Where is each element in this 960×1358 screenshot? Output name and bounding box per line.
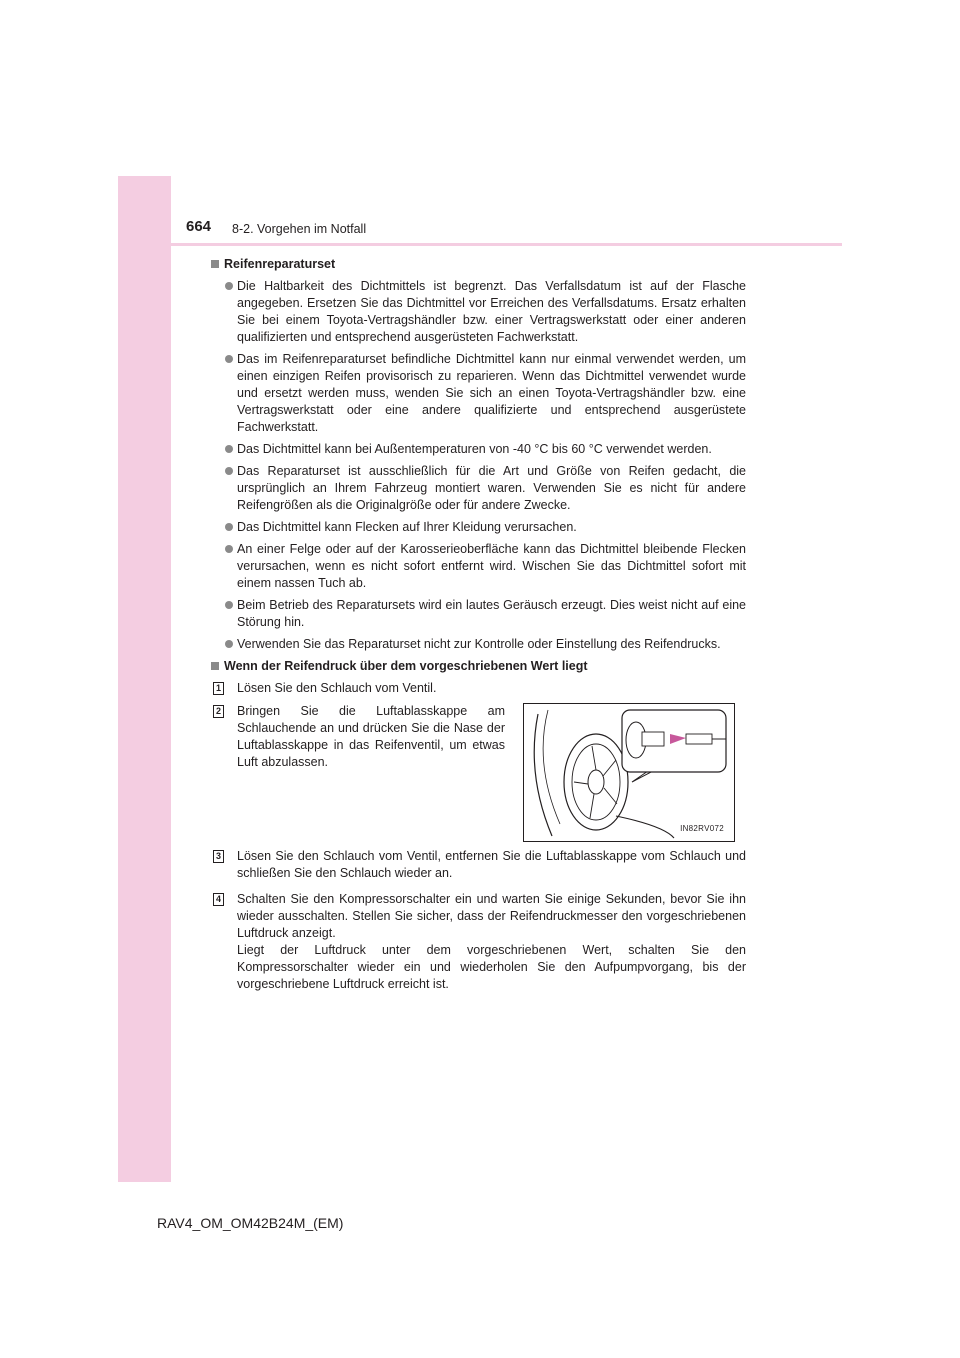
step-text: Lösen Sie den Schlauch vom Ventil, entfernen Sie die Luftablasskappe vom Schlauch und schließen Sie den Schlauch wieder an. bbox=[237, 849, 746, 880]
bullet-item bbox=[211, 541, 746, 592]
step-text: Lösen Sie den Schlauch vom Ventil. bbox=[237, 681, 437, 695]
bullet-text: Das im Reifenreparaturset befindliche Dichtmittel kann nur einmal verwendet werden, um einen einzigen Reifen provisorisch zu reparieren. Wenn das Dichtmittel verwendet wurde und ersetzt werden muss, wenden Sie sich an einen Toyota-Vertragshändler bzw. eine Vertragswerkstatt oder eine andere qualifizierte und entsprechend ausgerüstete Fachwerkstatt. bbox=[237, 352, 746, 434]
bullet-item bbox=[211, 441, 746, 458]
bullet-item bbox=[211, 278, 746, 346]
step-4 bbox=[211, 891, 746, 993]
bullet-dot-icon bbox=[225, 545, 233, 553]
bullet-text: Das Reparaturset ist ausschließlich für die Art und Größe von Reifen gedacht, die ursprünglich an Ihrem Fahrzeug montiert waren. Verwenden Sie es nicht für andere Reifengrößen als die Originalgröße oder für andere Zwecke. bbox=[237, 464, 746, 512]
bullet-dot-icon bbox=[225, 355, 233, 363]
bullet-dot-icon bbox=[225, 640, 233, 648]
bullet-dot-icon bbox=[225, 282, 233, 290]
step-text: Bringen Sie die Luftablasskappe am Schlauchende an und drücken Sie die Nase der Luftablasskappe in das Reifenventil, um etwas Luft abzulassen. bbox=[237, 704, 505, 769]
tire-valve-illustration bbox=[523, 703, 735, 842]
section-title: 8-2. Vorgehen im Notfall bbox=[232, 222, 367, 236]
step-number-badge: 4 bbox=[213, 893, 224, 906]
step-2-with-illustration bbox=[211, 703, 746, 842]
bullet-item bbox=[211, 463, 746, 514]
bullet-dot-icon bbox=[225, 467, 233, 475]
header-rule bbox=[171, 243, 842, 246]
step-number-badge: 2 bbox=[213, 705, 224, 718]
bullet-text: Das Dichtmittel kann Flecken auf Ihrer Kleidung verursachen. bbox=[237, 520, 577, 534]
page-content bbox=[211, 256, 746, 993]
side-thumb-band bbox=[118, 176, 171, 1182]
bullet-item bbox=[211, 597, 746, 631]
step-number-badge: 3 bbox=[213, 850, 224, 863]
step-text: Schalten Sie den Kompressorschalter ein und warten Sie einige Sekunden, bevor Sie ihn wieder ausschalten. Stellen Sie sicher, dass der Reifendruckmesser den vorgeschriebenen Luftdruck anzeigt. bbox=[237, 892, 746, 940]
bullet-text: Beim Betrieb des Reparatursets wird ein lautes Geräusch erzeugt. Dies weist nicht auf eine Störung hin. bbox=[237, 598, 746, 629]
page-number: 664 bbox=[186, 218, 212, 235]
bullet-dot-icon bbox=[225, 523, 233, 531]
bullet-text: Die Haltbarkeit des Dichtmittels ist begrenzt. Das Verfallsdatum ist auf der Flasche angegeben. Ersetzen Sie das Dichtmittel vor Erreichen des Verfallsdatums. Ersatz erhalten Sie bei einem Toyota-Vertragshändler bzw. einer Vertragswerkstatt oder einer anderen qualifizierten und entsprechend ausgerüsteten Fachwerkstatt. bbox=[237, 279, 746, 344]
heading-reifenreparaturset: Reifenreparaturset bbox=[211, 256, 746, 273]
bullet-text: Verwenden Sie das Reparaturset nicht zur Kontrolle oder Einstellung des Reifendrucks. bbox=[237, 637, 721, 651]
step-2 bbox=[211, 703, 505, 842]
bullet-dot-icon bbox=[225, 445, 233, 453]
illustration-code: IN82RV072 bbox=[680, 824, 724, 833]
bullet-text: Das Dichtmittel kann bei Außentemperaturen von -40 °C bis 60 °C verwendet werden. bbox=[237, 442, 712, 456]
step-number-badge: 1 bbox=[213, 682, 224, 695]
bullet-dot-icon bbox=[225, 601, 233, 609]
step-3 bbox=[211, 848, 746, 882]
step-text-continued: Liegt der Luftdruck unter dem vorgeschriebenen Wert, schalten Sie den Kompressorschalter wieder ein und wiederholen Sie den Aufpumpvorgang, bis der vorgeschriebene Luftdruck erreicht ist. bbox=[237, 943, 746, 991]
bullet-item bbox=[211, 636, 746, 653]
heading-reifendruck: Wenn der Reifendruck über dem vorgeschriebenen Wert liegt bbox=[211, 658, 746, 675]
bullet-text: An einer Felge oder auf der Karosserieoberfläche kann das Dichtmittel bleibende Flecken verursachen, wenn es nicht sofort entfernt wird. Wischen Sie das Dichtmittel sofort mit einem nassen Tuch ab. bbox=[237, 542, 746, 590]
bullet-item bbox=[211, 351, 746, 436]
step-1 bbox=[211, 680, 746, 697]
document-code: RAV4_OM_OM42B24M_(EM) bbox=[157, 1215, 344, 1231]
bullet-item bbox=[211, 519, 746, 536]
